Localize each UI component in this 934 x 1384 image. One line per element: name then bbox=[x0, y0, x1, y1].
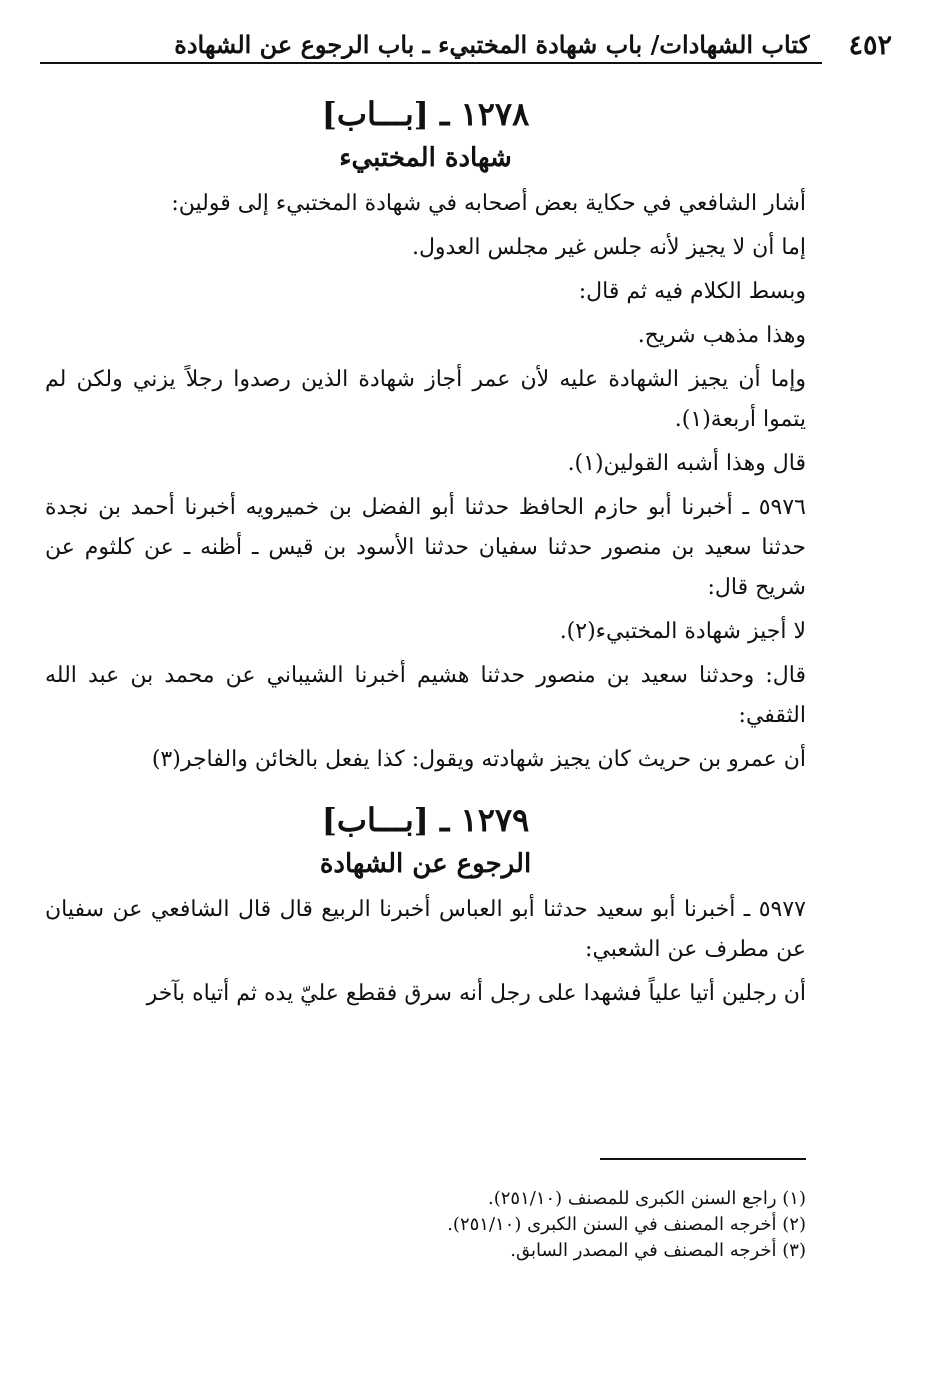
paragraph: إما أن لا يجيز لأنه جلس غير مجلس العدول. bbox=[411, 235, 806, 260]
hadith-5977: ٥٩٧٧ ـ أخبرنا أبو سعيد حدثنا أبو العباس أخبرنا الربيع قال قال الشافعي عن سفيان عن مطرف عن الشعبي: bbox=[45, 897, 806, 962]
page-number: ٤٥٢ bbox=[848, 30, 892, 61]
page-header bbox=[40, 18, 892, 64]
running-title: كتاب الشهادات/ باب شهادة المختبيء ـ باب الرجوع عن الشهادة bbox=[174, 30, 810, 59]
paragraph: أشار الشافعي في حكاية بعض أصحابه في شهادة المختبيء إلى قولين: bbox=[171, 191, 806, 216]
paragraph: قال: وحدثنا سعيد بن منصور حدثنا هشيم أخبرنا الشيباني عن محمد بن عبد الله الثقفي: bbox=[45, 663, 806, 728]
paragraph: أن عمرو بن حريث كان يجيز شهادته ويقول: كذا يفعل بالخائن والفاجر(٣) bbox=[151, 747, 806, 772]
main-text bbox=[45, 92, 806, 1014]
footnote-2: (٢) أخرجه المصنف في السنن الكبرى (٢٥١/١٠). bbox=[447, 1214, 806, 1235]
paragraph: وبسط الكلام فيه ثم قال: bbox=[578, 279, 806, 304]
paragraph: وهذا مذهب شريح. bbox=[637, 323, 806, 348]
footnote-divider bbox=[600, 1158, 806, 1160]
footnotes bbox=[200, 1186, 806, 1264]
chapter-heading-1279: ١٢٧٩ ـ [بـــاب] bbox=[321, 801, 530, 839]
footnote-3: (٣) أخرجه المصنف في المصدر السابق. bbox=[510, 1240, 806, 1261]
paragraph: لا أجيز شهادة المختبيء(٢). bbox=[559, 619, 806, 644]
chapter-subheading-mukhtabi: شهادة المختبيء bbox=[339, 143, 512, 173]
chapter-heading-1278: ١٢٧٨ ـ [بـــاب] bbox=[321, 95, 530, 133]
paragraph: وإما أن يجيز الشهادة عليه لأن عمر أجاز شهادة الذين رصدوا رجلاً يزني ولكن لم يتموا أربعة(١). bbox=[45, 367, 806, 432]
hadith-5976: ٥٩٧٦ ـ أخبرنا أبو حازم الحافظ حدثنا أبو الفضل بن خميرويه أخبرنا أحمد بن نجدة حدثنا سعيد بن منصور حدثنا سفيان حدثنا الأسود بن قيس ـ أظنه ـ عن كلثوم عن شريح قال: bbox=[45, 495, 806, 600]
paragraph: أن رجلين أتيا علياً فشهدا على رجل أنه سرق فقطع عليّ يده ثم أتياه بآخر bbox=[146, 981, 806, 1006]
footnote-1: (١) راجع السنن الكبرى للمصنف (٢٥١/١٠). bbox=[488, 1188, 806, 1209]
chapter-subheading-rujoo: الرجوع عن الشهادة bbox=[319, 849, 532, 879]
paragraph: قال وهذا أشبه القولين(١). bbox=[567, 451, 806, 476]
